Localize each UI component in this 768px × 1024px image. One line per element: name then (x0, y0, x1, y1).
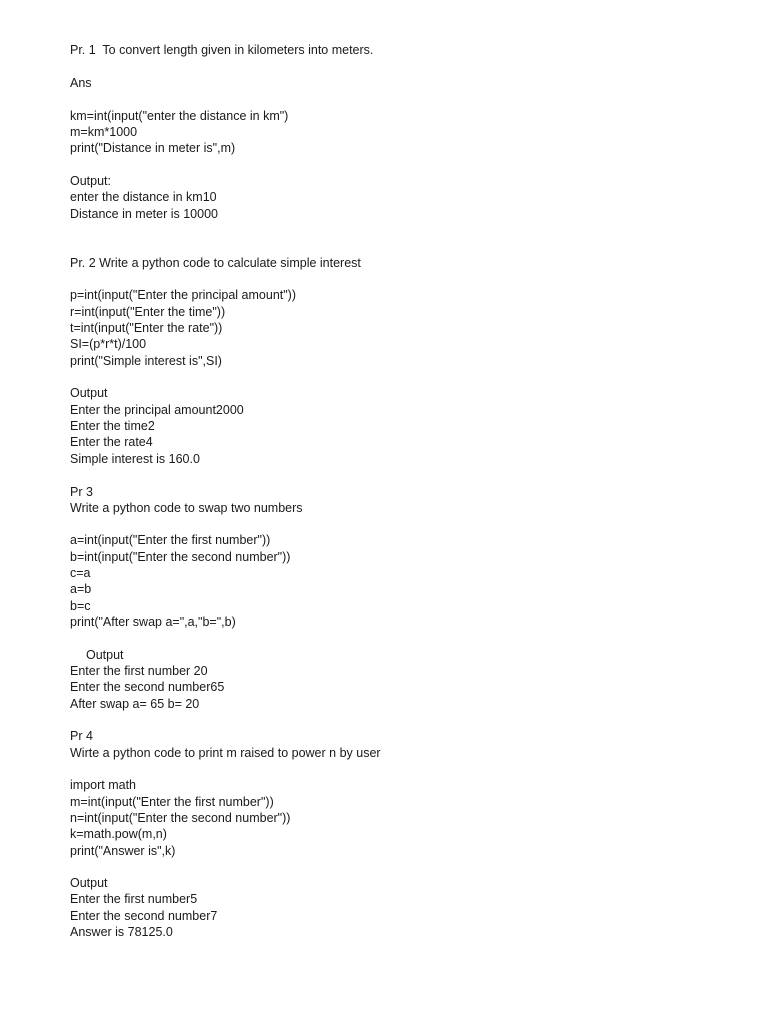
pr2-output-line: Simple interest is 160.0 (70, 452, 200, 466)
pr1-ans-label: Ans (70, 76, 92, 90)
pr3-output-line: After swap a= 65 b= 20 (70, 697, 200, 711)
pr3-code-line: a=int(input("Enter the first number")) (70, 533, 271, 547)
pr1-output-label: Output: (70, 174, 111, 188)
pr1-output-line: Distance in meter is 10000 (70, 207, 218, 221)
pr3-code-line: b=int(input("Enter the second number")) (70, 550, 291, 564)
pr4-output-line: Enter the second number7 (70, 909, 218, 923)
pr4-subtitle: Wirte a python code to print m raised to power n by user (70, 746, 381, 760)
pr4-code-line: import math (70, 778, 136, 792)
pr2-code-line: r=int(input("Enter the time")) (70, 305, 226, 319)
pr2-output-line: Enter the time2 (70, 419, 155, 433)
pr2-code-line: t=int(input("Enter the rate")) (70, 321, 223, 335)
pr1-code-line: m=km*1000 (70, 125, 138, 139)
pr2-code-line: SI=(p*r*t)/100 (70, 337, 147, 351)
pr4-code-line: m=int(input("Enter the first number")) (70, 795, 274, 809)
pr1-output-line: enter the distance in km10 (70, 190, 217, 204)
pr4-code-line: n=int(input("Enter the second number")) (70, 811, 291, 825)
pr3-code-line: print("After swap a=",a,"b=",b) (70, 615, 236, 629)
pr3-output-line: Enter the first number 20 (70, 664, 208, 678)
pr3-output-label: Output (86, 648, 124, 662)
pr2-code-line: p=int(input("Enter the principal amount")) (70, 288, 297, 302)
pr3-output-line: Enter the second number65 (70, 680, 225, 694)
pr2-output-line: Enter the principal amount2000 (70, 403, 244, 417)
pr3-subtitle: Write a python code to swap two numbers (70, 501, 303, 515)
pr4-code-line: print("Answer is",k) (70, 844, 176, 858)
pr2-output-label: Output (70, 386, 108, 400)
pr1-title: Pr. 1 To convert length given in kilometers into meters. (70, 43, 374, 57)
pr2-title: Pr. 2 Write a python code to calculate simple interest (70, 256, 361, 270)
pr4-output-line: Enter the first number5 (70, 892, 198, 906)
pr3-code-line: a=b (70, 582, 92, 596)
pr3-code-line: c=a (70, 566, 91, 580)
pr4-output-line: Answer is 78125.0 (70, 925, 173, 939)
pr2-code-line: print("Simple interest is",SI) (70, 354, 222, 368)
pr1-code-line: km=int(input("enter the distance in km") (70, 109, 289, 123)
pr3-code-line: b=c (70, 599, 91, 613)
pr2-output-line: Enter the rate4 (70, 435, 153, 449)
pr3-title: Pr 3 (70, 485, 93, 499)
pr4-output-label: Output (70, 876, 108, 890)
pr4-title: Pr 4 (70, 729, 93, 743)
pr1-code-line: print("Distance in meter is",m) (70, 141, 236, 155)
pr4-code-line: k=math.pow(m,n) (70, 827, 167, 841)
